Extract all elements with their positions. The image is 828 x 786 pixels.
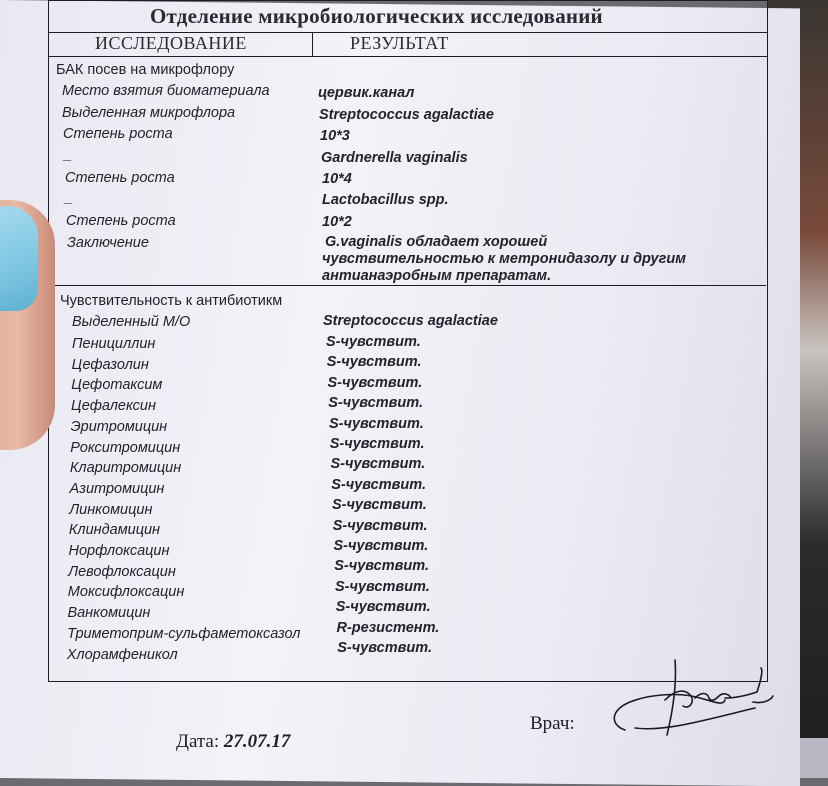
signature-image (605, 640, 775, 750)
antibiotic-name: Цефалексин (70, 398, 156, 415)
antibiotic-name: Эритромицин (70, 418, 168, 435)
antibiotic-name: Триметоприм-сульфаметоксазол (67, 625, 301, 642)
antibiotic-name: Цефотаксим (71, 377, 163, 394)
culture-value: Lactobacillus spp. (322, 192, 449, 208)
antibiotic-result: S-чувствит. (332, 497, 427, 514)
culture-label: Степень роста (65, 170, 175, 186)
antibiotic-name: Клиндамицин (68, 522, 161, 539)
conclusion-line: антианаэробным препаратам. (322, 268, 552, 284)
culture-label: Степень роста (63, 126, 173, 142)
antibiotic-result: S-чувствит. (331, 476, 426, 493)
antibiotic-result: S-чувствит. (337, 640, 432, 656)
antibiotic-name: Левофлоксацин (68, 563, 176, 580)
antibiotic-result: S-чувствит. (330, 456, 426, 473)
section-divider (50, 285, 766, 286)
antibiotic-result: S-чувствит. (326, 334, 421, 350)
antibiotic-result: S-чувствит. (329, 415, 424, 432)
column-divider (312, 32, 313, 56)
culture-label: Степень роста (66, 213, 176, 229)
date-value: 27.07.17 (223, 731, 291, 752)
culture-value: Streptococcus agalactiae (319, 107, 494, 123)
fingernail (0, 206, 38, 311)
sensitivity-section-title: Чувствительность к антибиотикм (60, 293, 283, 309)
antibiotic-result: S-чувствит. (327, 374, 423, 391)
antibiotic-result: S-чувствит. (335, 578, 430, 595)
conclusion-label: Заключение (67, 235, 149, 251)
culture-value: 10*2 (322, 214, 352, 230)
antibiotic-name: Хлорамфеникол (66, 646, 178, 663)
antibiotic-name: Норфлоксацин (68, 543, 170, 559)
antibiotic-name: Цефазолин (71, 356, 149, 373)
date-field (176, 731, 290, 753)
antibiotic-name: Ванкомицин (67, 605, 151, 622)
antibiotic-name: Азитромицин (69, 480, 165, 497)
culture-value: Gardnerella vaginalis (321, 150, 468, 166)
culture-section-title: БАК посев на микрофлору (56, 62, 235, 78)
culture-label: Выделенная микрофлора (62, 105, 236, 121)
antibiotic-result: R-резистент. (336, 619, 440, 636)
culture-label: _ (64, 147, 73, 163)
culture-label: Место взятия биоматериала (62, 83, 270, 99)
antibiotic-name: Рокситромицин (70, 439, 181, 456)
antibiotic-name: Кларитромицин (69, 460, 182, 477)
column-header-result: РЕЗУЛЬТАТ (350, 33, 449, 53)
culture-value: 10*3 (320, 128, 350, 144)
conclusion-line: чувствительностью к метронидазолу и другим (322, 251, 686, 267)
header-divider (48, 56, 768, 57)
date-label: Дата: (176, 731, 220, 752)
column-header-study: ИССЛЕДОВАНИЕ (95, 33, 247, 53)
antibiotic-result: S-чувствит. (333, 538, 429, 554)
organism-value: Streptococcus agalactiae (323, 313, 498, 329)
antibiotic-result: S-чувствит. (328, 395, 423, 412)
conclusion-line: G.vaginalis обладает хорошей (325, 234, 548, 250)
report-title: Отделение микробиологических исследований (150, 4, 603, 28)
organism-label: Выделенный М/О (72, 314, 191, 330)
antibiotic-name: Линкомицин (69, 501, 153, 518)
antibiotic-name: Пенициллин (72, 336, 156, 352)
antibiotic-result: S-чувствит. (329, 436, 425, 452)
antibiotic-result: S-чувствит. (332, 517, 428, 534)
antibiotic-name: Моксифлоксацин (67, 584, 185, 601)
antibiotic-result: S-чувствит. (334, 558, 429, 575)
antibiotic-result: S-чувствит. (335, 599, 431, 616)
culture-value: 10*4 (322, 171, 352, 187)
antibiotic-result: S-чувствит. (326, 354, 422, 371)
culture-value: цервик.канал (318, 85, 415, 101)
culture-label: _ (65, 190, 74, 206)
doctor-label: Врач: (530, 713, 575, 734)
